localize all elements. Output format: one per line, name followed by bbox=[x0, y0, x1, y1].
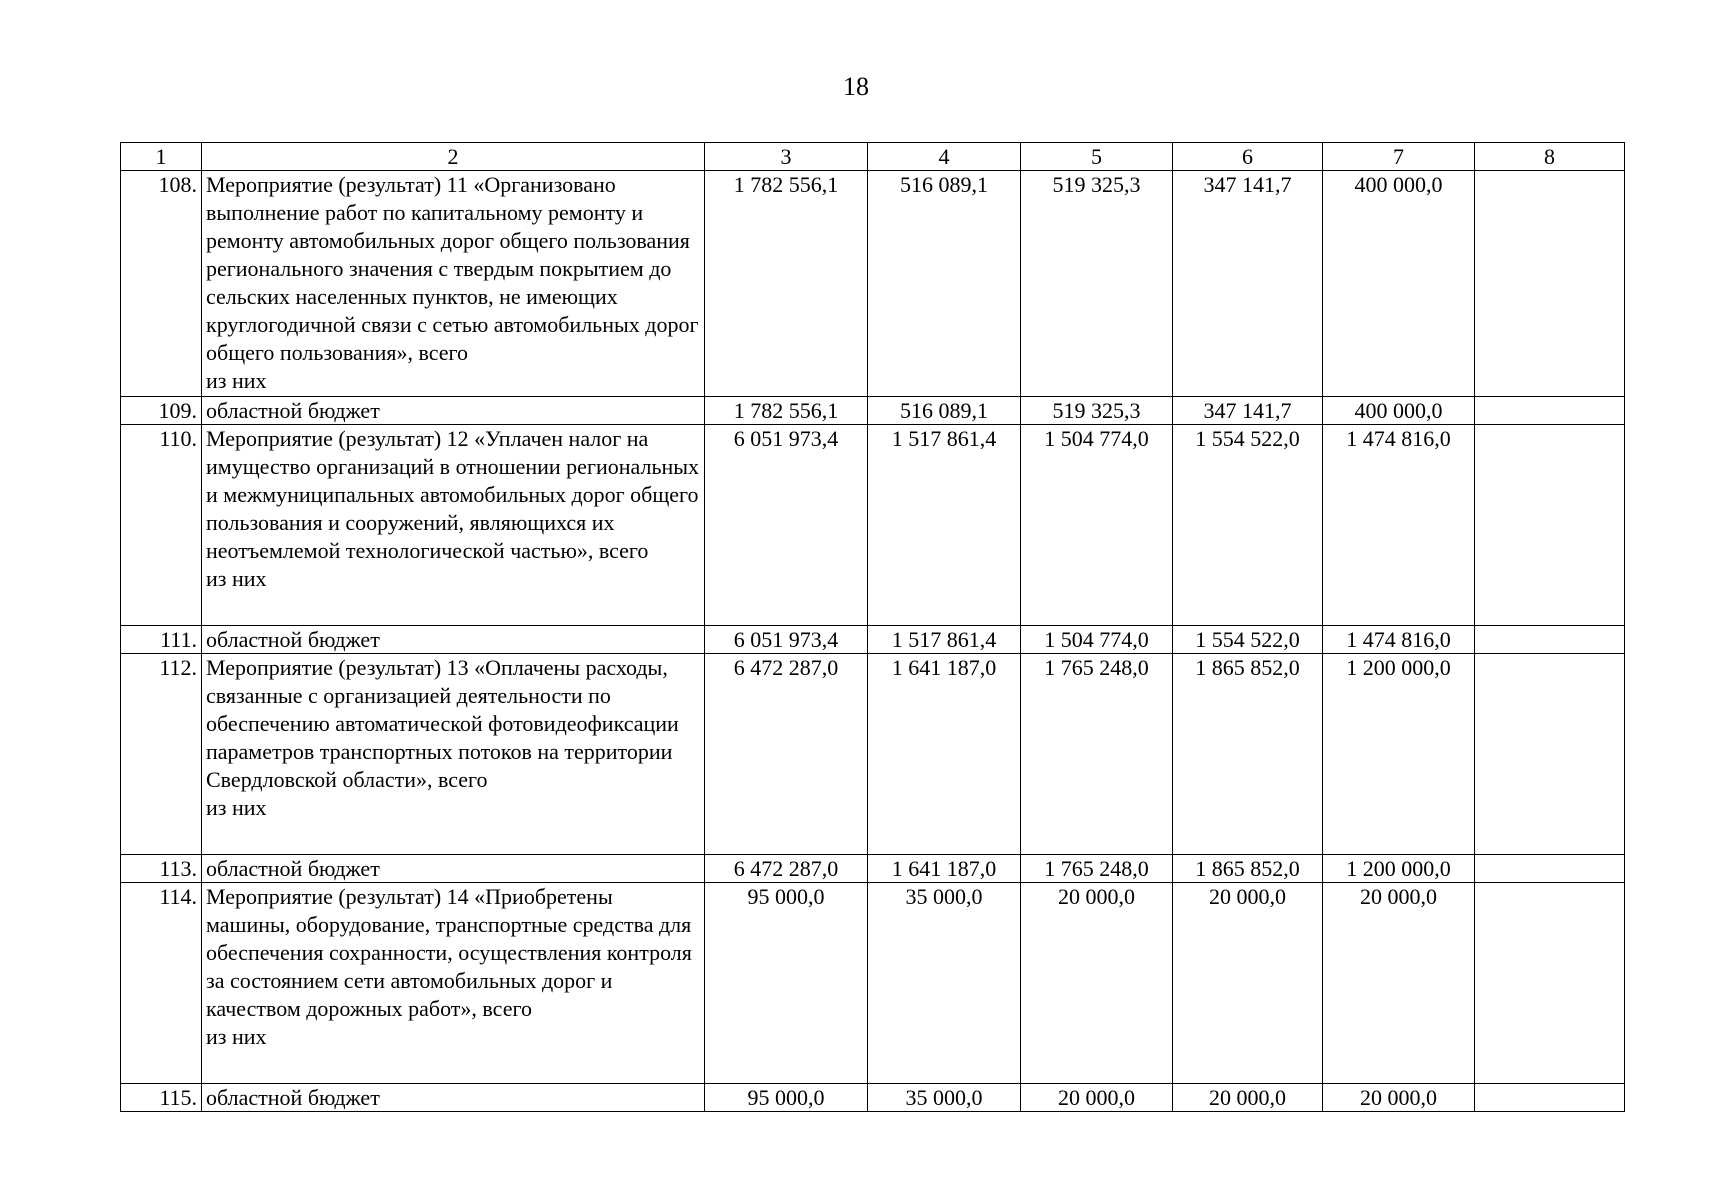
cell-col-7: 20 000,0 bbox=[1323, 883, 1475, 1084]
row-description: областной бюджет bbox=[202, 397, 705, 425]
cell-col-8 bbox=[1475, 626, 1625, 654]
cell-col-7: 1 474 816,0 bbox=[1323, 425, 1475, 626]
cell-col-6: 1 554 522,0 bbox=[1173, 626, 1323, 654]
row-subtext: из них bbox=[206, 795, 267, 820]
row-number: 112. bbox=[121, 654, 202, 855]
column-header: 5 bbox=[1021, 143, 1173, 171]
cell-col-4: 1 641 187,0 bbox=[868, 855, 1021, 883]
cell-col-8 bbox=[1475, 171, 1625, 397]
row-description: областной бюджет bbox=[202, 1084, 705, 1112]
cell-col-6: 20 000,0 bbox=[1173, 883, 1323, 1084]
row-description: областной бюджет bbox=[202, 855, 705, 883]
column-header: 1 bbox=[121, 143, 202, 171]
cell-col-6: 1 865 852,0 bbox=[1173, 654, 1323, 855]
cell-col-8 bbox=[1475, 425, 1625, 626]
row-number: 110. bbox=[121, 425, 202, 626]
cell-col-3: 6 472 287,0 bbox=[705, 654, 868, 855]
row-number: 109. bbox=[121, 397, 202, 425]
row-subtext: из них bbox=[206, 1024, 267, 1049]
table-header-row bbox=[121, 143, 1625, 171]
cell-col-3: 95 000,0 bbox=[705, 883, 868, 1084]
cell-col-7: 1 200 000,0 bbox=[1323, 654, 1475, 855]
table-row bbox=[121, 425, 1625, 626]
cell-col-5: 20 000,0 bbox=[1021, 883, 1173, 1084]
cell-col-3: 6 472 287,0 bbox=[705, 855, 868, 883]
cell-col-3: 95 000,0 bbox=[705, 1084, 868, 1112]
cell-col-4: 1 517 861,4 bbox=[868, 425, 1021, 626]
cell-col-3: 1 782 556,1 bbox=[705, 171, 868, 397]
table-row bbox=[121, 1084, 1625, 1112]
column-header: 7 bbox=[1323, 143, 1475, 171]
row-number: 113. bbox=[121, 855, 202, 883]
row-number: 108. bbox=[121, 171, 202, 397]
cell-col-4: 516 089,1 bbox=[868, 397, 1021, 425]
column-header: 4 bbox=[868, 143, 1021, 171]
cell-col-6: 20 000,0 bbox=[1173, 1084, 1323, 1112]
cell-col-8 bbox=[1475, 397, 1625, 425]
column-header: 6 bbox=[1173, 143, 1323, 171]
row-text: Мероприятие (результат) 13 «Оплачены расходы, связанные с организацией деятельности по обеспечению автоматической фотовидеофиксации параметров транспортных потоков на территории Свердловской области», всего bbox=[206, 655, 679, 792]
table-row bbox=[121, 397, 1625, 425]
cell-col-6: 1 554 522,0 bbox=[1173, 425, 1323, 626]
table-row bbox=[121, 626, 1625, 654]
cell-col-7: 400 000,0 bbox=[1323, 397, 1475, 425]
cell-col-8 bbox=[1475, 855, 1625, 883]
row-text: Мероприятие (результат) 11 «Организовано выполнение работ по капитальному ремонту и ремонту автомобильных дорог общего пользования регионального значения с твердым покрытием до сельских населенных пунктов, не имеющих круглогодичной связи с сетью автомобильных дорог общего пользования», всего bbox=[206, 172, 699, 365]
cell-col-8 bbox=[1475, 1084, 1625, 1112]
row-text: Мероприятие (результат) 14 «Приобретены машины, оборудование, транспортные средства для обеспечения сохранности, осуществления контроля за состоянием сети автомобильных дорог и качеством дорожных работ», всего bbox=[206, 884, 692, 1021]
row-number: 111. bbox=[121, 626, 202, 654]
row-subtext: из них bbox=[206, 368, 267, 393]
cell-col-4: 35 000,0 bbox=[868, 1084, 1021, 1112]
row-number: 115. bbox=[121, 1084, 202, 1112]
cell-col-7: 1 200 000,0 bbox=[1323, 855, 1475, 883]
cell-col-5: 1 504 774,0 bbox=[1021, 425, 1173, 626]
cell-col-3: 1 782 556,1 bbox=[705, 397, 868, 425]
cell-col-7: 20 000,0 bbox=[1323, 1084, 1475, 1112]
row-description: областной бюджет bbox=[202, 626, 705, 654]
column-header: 3 bbox=[705, 143, 868, 171]
cell-col-3: 6 051 973,4 bbox=[705, 626, 868, 654]
cell-col-4: 516 089,1 bbox=[868, 171, 1021, 397]
table-row bbox=[121, 654, 1625, 855]
table-row bbox=[121, 855, 1625, 883]
cell-col-6: 347 141,7 bbox=[1173, 171, 1323, 397]
cell-col-7: 400 000,0 bbox=[1323, 171, 1475, 397]
cell-col-7: 1 474 816,0 bbox=[1323, 626, 1475, 654]
cell-col-4: 1 641 187,0 bbox=[868, 654, 1021, 855]
cell-col-6: 347 141,7 bbox=[1173, 397, 1323, 425]
column-header: 8 bbox=[1475, 143, 1625, 171]
row-description bbox=[202, 171, 705, 397]
cell-col-5: 20 000,0 bbox=[1021, 1084, 1173, 1112]
page-number: 18 bbox=[843, 72, 869, 101]
cell-col-5: 519 325,3 bbox=[1021, 171, 1173, 397]
table-row bbox=[121, 171, 1625, 397]
row-text: Мероприятие (результат) 12 «Уплачен налог на имущество организаций в отношении региональных и межмуниципальных автомобильных дорог общего пользования и сооружений, являющихся их неотъемлемой технологической частью», всего bbox=[206, 426, 700, 563]
cell-col-8 bbox=[1475, 883, 1625, 1084]
cell-col-4: 1 517 861,4 bbox=[868, 626, 1021, 654]
cell-col-5: 1 765 248,0 bbox=[1021, 855, 1173, 883]
table-row bbox=[121, 883, 1625, 1084]
row-description bbox=[202, 425, 705, 626]
cell-col-5: 1 504 774,0 bbox=[1021, 626, 1173, 654]
cell-col-5: 1 765 248,0 bbox=[1021, 654, 1173, 855]
column-header: 2 bbox=[202, 143, 705, 171]
cell-col-8 bbox=[1475, 654, 1625, 855]
cell-col-3: 6 051 973,4 bbox=[705, 425, 868, 626]
cell-col-6: 1 865 852,0 bbox=[1173, 855, 1323, 883]
budget-table bbox=[120, 142, 1625, 1112]
row-description bbox=[202, 654, 705, 855]
row-description bbox=[202, 883, 705, 1084]
row-subtext: из них bbox=[206, 566, 267, 591]
cell-col-5: 519 325,3 bbox=[1021, 397, 1173, 425]
row-number: 114. bbox=[121, 883, 202, 1084]
cell-col-4: 35 000,0 bbox=[868, 883, 1021, 1084]
